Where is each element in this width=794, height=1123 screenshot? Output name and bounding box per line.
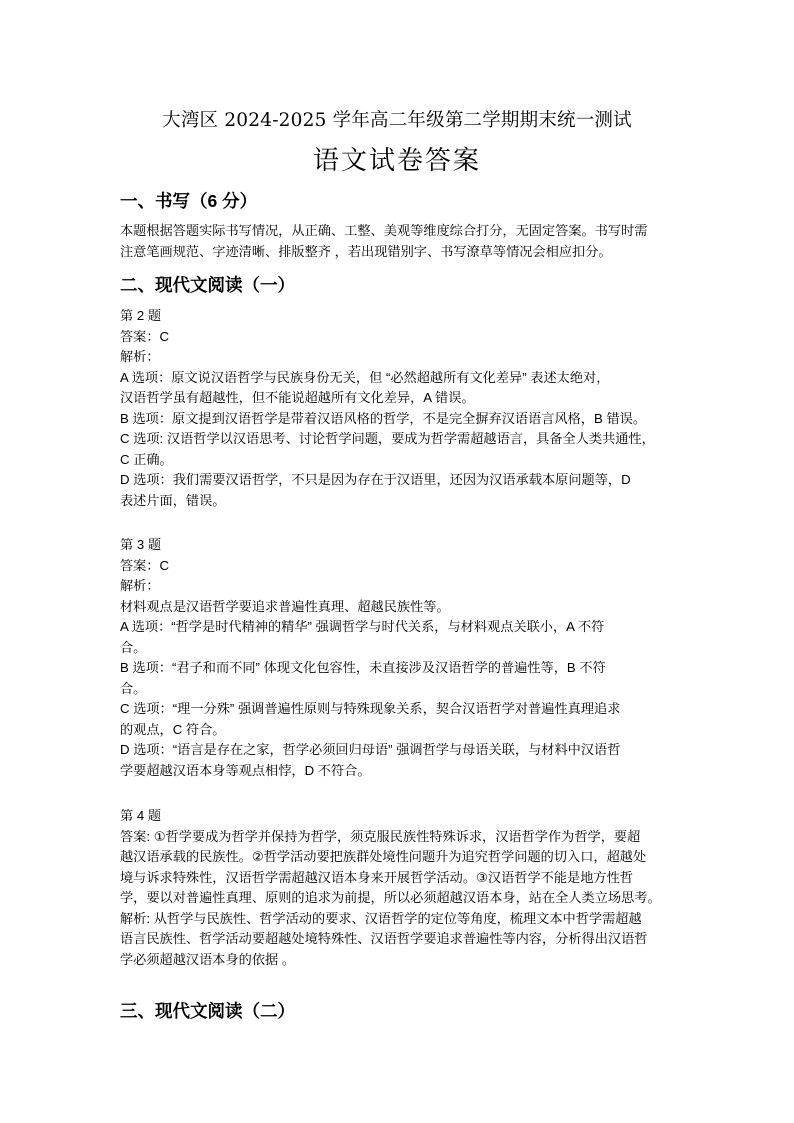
answer-line: 答案：C <box>120 557 170 573</box>
section-writing-body <box>120 221 680 262</box>
analysis-label: 解析： <box>120 349 160 364</box>
analysis-line: D 选项：“语言是存在之家，哲学必须回归母语” 强调哲学与母语关联，与材料中汉语哲 <box>120 742 621 757</box>
analysis-line: B 选项：原文提到汉语哲学是带着汉语风格的哲学，不是完全摒弃汉语语言风格，B 错误。 <box>120 410 647 426</box>
answer-line: 越汉语承载的民族性。②哲学活动要把族群处境性问题升为追究哲学问题的切入口，超越处 <box>120 849 647 864</box>
answer-line: 学，要以对普遍性真理、原则的追求为前提，所以必须超越汉语本身，站在全人类立场思考。 <box>120 890 661 905</box>
analysis-line: A 选项：“哲学是时代精神的精华” 强调哲学与时代关系，与材料观点关联小，A 不符 <box>120 619 605 634</box>
analysis-line: 合。 <box>120 639 147 655</box>
analysis-line: 表述片面，错误。 <box>120 492 226 508</box>
analysis-line: 汉语哲学虽有超越性，但不能说超越所有文化差异，A 错误。 <box>120 390 475 405</box>
answer-line: 答案：C <box>120 328 170 344</box>
question-number: 第 2 题 <box>120 308 162 323</box>
analysis-line: 的观点，C 符合。 <box>120 721 226 737</box>
analysis-line: C 选项: 汉语哲学以汉语思考、讨论哲学问题，要成为哲学需超越语言，具备全人类共通性， <box>120 431 655 446</box>
section-heading-writing: 一、书写（6 分） <box>120 191 258 211</box>
section-heading-reading-1: 二、现代文阅读（一） <box>120 275 295 295</box>
question-number: 第 4 题 <box>120 808 162 823</box>
analysis-line: 解析: 从哲学与民族性、哲学活动的要求、汉语哲学的定位等角度，梳理文本中哲学需超越 <box>120 910 642 926</box>
question-4-block <box>120 806 680 970</box>
exam-subtitle: 大湾区 2024-2025 学年高二年级第二学期期末统一测试 <box>162 110 632 131</box>
section-heading-reading-2: 三、现代文阅读（二） <box>120 1001 295 1021</box>
question-2-block <box>120 306 680 511</box>
analysis-line: D 选项：我们需要汉语哲学，不只是因为存在于汉语里，还因为汉语承载本原问题等，D <box>120 472 631 487</box>
analysis-line: 语言民族性、哲学活动要超越处境特殊性、汉语哲学要追求普遍性等内容，分析得出汉语哲 <box>120 931 648 946</box>
question-3-block <box>120 535 680 781</box>
question-number: 第 3 题 <box>120 537 162 552</box>
analysis-line: 学要超越汉语本身等观点相悖，D 不符合。 <box>120 762 371 778</box>
paragraph-line: 本题根据答题实际书写情况，从正确、工整、美观等维度综合打分，无固定答案。书写时需 <box>120 223 648 238</box>
analysis-label: 解析： <box>120 578 160 593</box>
analysis-line: 材料观点是汉语哲学要追求普遍性真理、超越民族性等。 <box>120 598 450 614</box>
analysis-line: C 正确。 <box>120 451 173 467</box>
page-title: 语文试卷答案 <box>312 146 481 176</box>
answer-line: 境与诉求特殊性，汉语哲学需超越汉语本身来开展哲学活动。③汉语哲学不能是地方性哲 <box>120 869 633 885</box>
analysis-line: 学必须超越汉语本身的依据 。 <box>120 951 296 967</box>
analysis-line: A 选项：原文说汉语哲学与民族身份无关，但 “必然超越所有文化差异” 表述太绝对， <box>120 369 610 385</box>
analysis-line: C 选项：“理一分殊” 强调普遍性原则与特殊现象关系，契合汉语哲学对普遍性真理追求 <box>120 701 621 716</box>
analysis-line: B 选项：“君子和而不同” 体现文化包容性，未直接涉及汉语哲学的普遍性等，B 不符 <box>120 660 606 675</box>
analysis-line: 合。 <box>120 680 147 696</box>
answer-line: 答案: ①哲学要成为哲学并保持为哲学，须克服民族性特殊诉求，汉语哲学作为哲学，要超 <box>120 828 641 844</box>
paragraph-line: 注意笔画规范、字迹清晰、排版整齐 ，若出现错别字、书写潦草等情况会相应扣分。 <box>120 243 612 259</box>
